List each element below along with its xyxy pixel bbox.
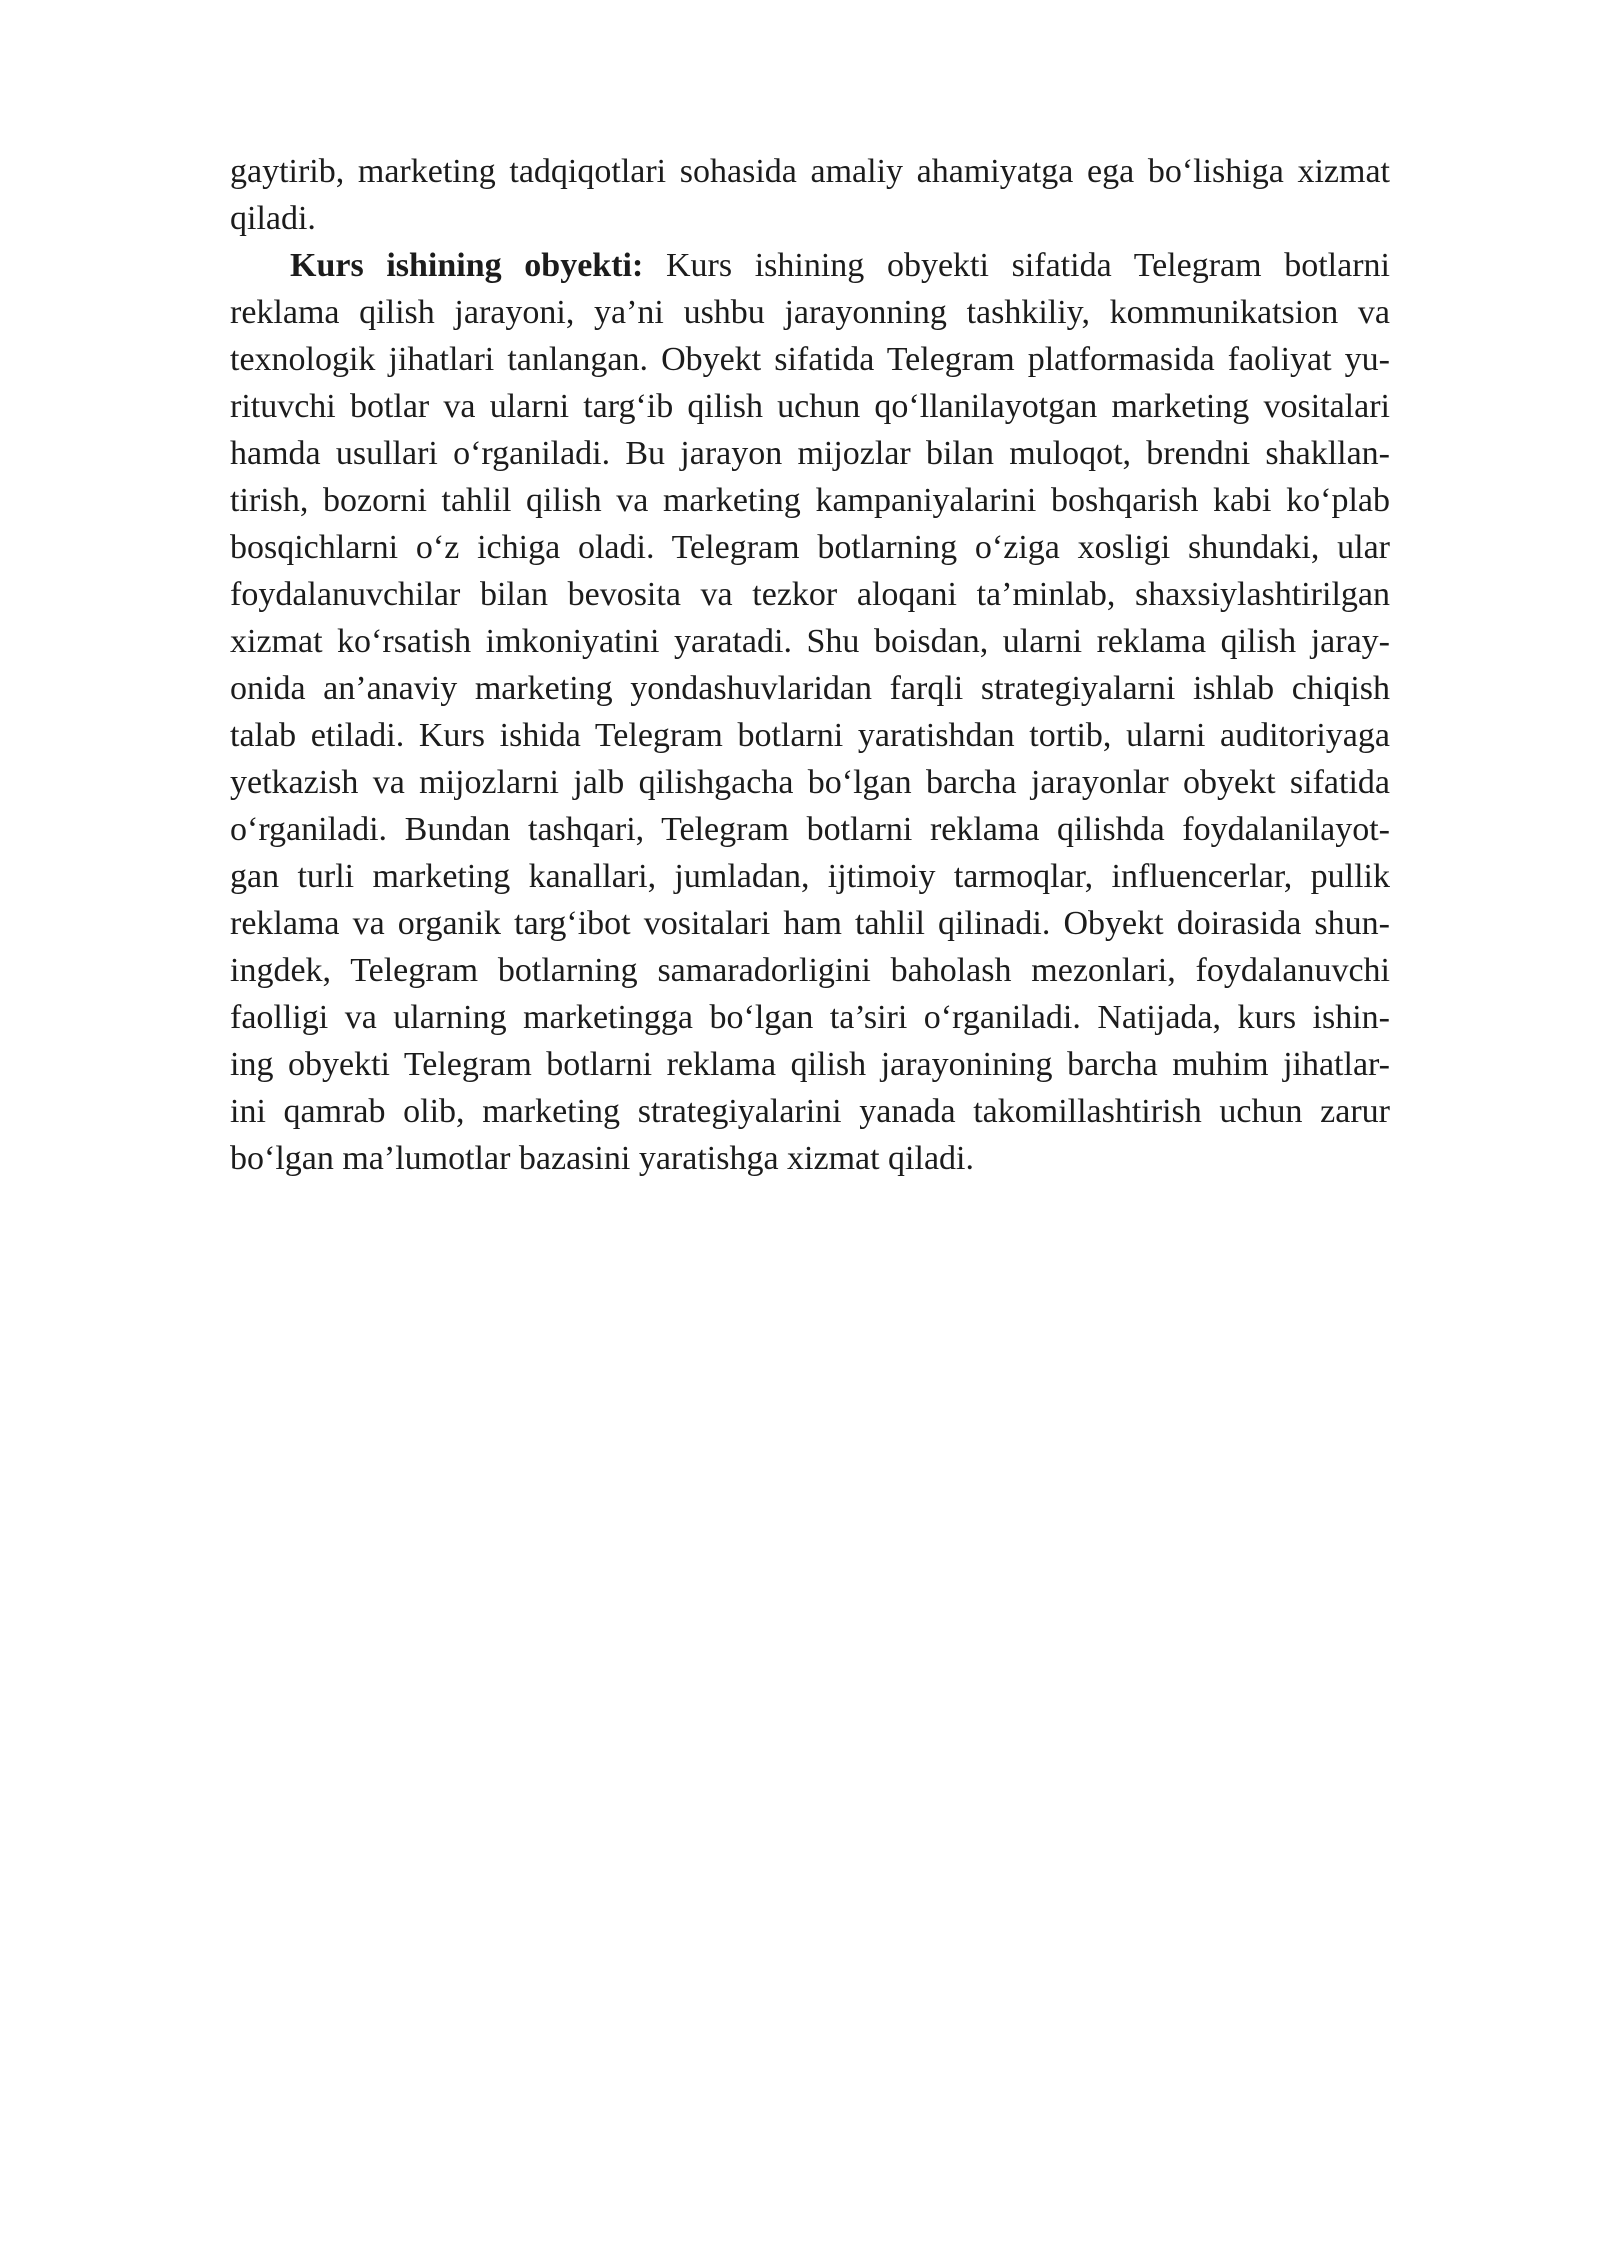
text-line: yetkazish va mijozlarni jalb qilishgacha bo‘lgan barcha jarayonlar obyekt sifatida [230, 764, 1390, 801]
text-line: texnologik jihatlari tanlangan. Obyekt sifatida Telegram platformasida faoliyat yu- [230, 341, 1390, 378]
text-line: ing obyekti Telegram botlarni reklama qilish jarayonining barcha muhim jihatlar- [230, 1046, 1390, 1083]
section-heading: Kurs ishining obyekti: [290, 247, 644, 284]
body-text [230, 148, 1390, 1182]
text-line: reklama qilish jarayoni, ya’ni ushbu jarayonning tashkiliy, kommunikatsion va [230, 294, 1390, 331]
text-line: faolligi va ularning marketingga bo‘lgan ta’siri o‘rganiladi. Natijada, kurs ishin- [230, 999, 1390, 1036]
paragraph-first-line [230, 242, 1390, 289]
text-line: hamda usullari o‘rganiladi. Bu jarayon mijozlar bilan muloqot, brendni shakllan- [230, 435, 1390, 472]
text-line: rituvchi botlar va ularni targ‘ib qilish uchun qo‘llanilayotgan marketing vositalari [230, 388, 1390, 425]
text-line: gan turli marketing kanallari, jumladan, ijtimoiy tarmoqlar, influencerlar, pullik [230, 858, 1390, 895]
text-line: tirish, bozorni tahlil qilish va marketing kampaniyalarini boshqarish kabi ko‘plab [230, 482, 1390, 519]
text-line: gaytirib, marketing tadqiqotlari sohasida amaliy ahamiyatga ega bo‘lishiga xizmat [230, 153, 1390, 190]
text-line: ini qamrab olib, marketing strategiyalarini yanada takomillashtirish uchun zarur [230, 1093, 1390, 1130]
text-line: reklama va organik targ‘ibot vositalari ham tahlil qilinadi. Obyekt doirasida shun- [230, 905, 1390, 942]
text-line: bo‘lgan ma’lumotlar bazasini yaratishga xizmat qiladi. [230, 1140, 974, 1177]
text-line: ingdek, Telegram botlarning samaradorligini baholash mezonlari, foydalanuvchi [230, 952, 1390, 989]
text-line: Kurs ishining obyekti sifatida Telegram botlarni [643, 247, 1390, 284]
text-line: foydalanuvchilar bilan bevosita va tezkor aloqani ta’minlab, shaxsiylashtirilgan [230, 576, 1390, 613]
text-line: qiladi. [230, 200, 316, 237]
text-line: onida an’anaviy marketing yondashuvlaridan farqli strategiyalarni ishlab chiqish [230, 670, 1390, 707]
text-line: bosqichlarni o‘z ichiga oladi. Telegram botlarning o‘ziga xosligi shundaki, ular [230, 529, 1390, 566]
text-line: talab etiladi. Kurs ishida Telegram botlarni yaratishdan tortib, ularni auditoriyaga [230, 717, 1390, 754]
text-line: xizmat ko‘rsatish imkoniyatini yaratadi. Shu boisdan, ularni reklama qilish jaray- [230, 623, 1390, 660]
text-line: o‘rganiladi. Bundan tashqari, Telegram botlarni reklama qilishda foydalanilayot- [230, 811, 1390, 848]
